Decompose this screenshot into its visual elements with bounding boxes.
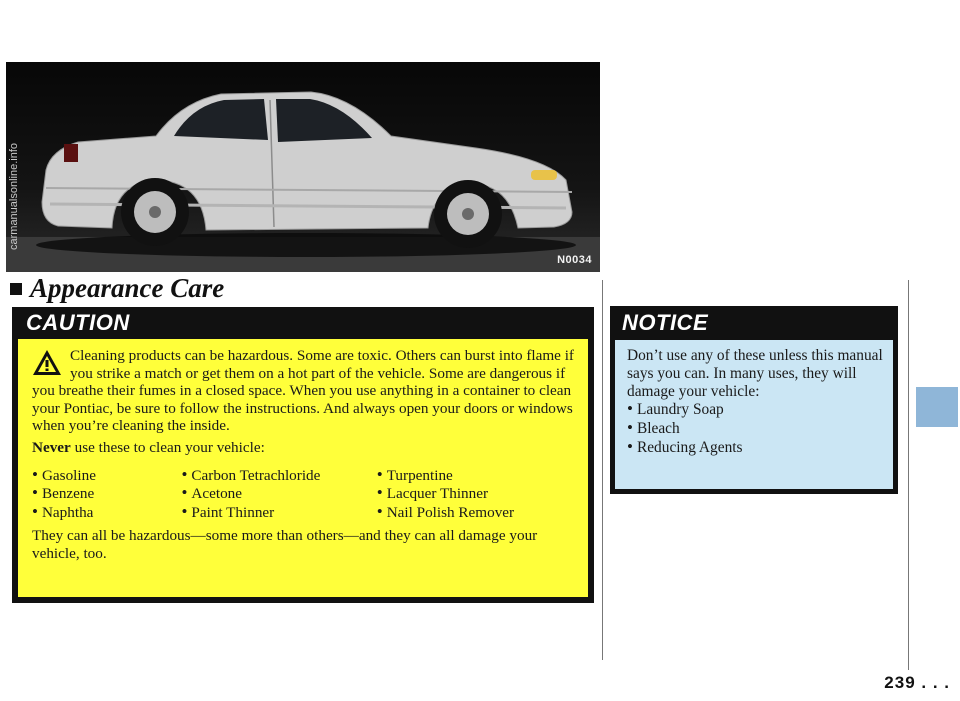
list-item: • Nail Polish Remover — [377, 503, 576, 522]
hazard-column-2 — [181, 466, 376, 522]
square-bullet-icon — [10, 283, 22, 295]
never-rest: use these to clean your vehicle: — [70, 438, 265, 456]
section-title — [10, 275, 224, 302]
caution-header: CAUTION — [26, 310, 130, 335]
watermark: carmanualsonline.info — [8, 142, 20, 250]
section-tab-marker — [916, 387, 958, 427]
list-item: • Reducing Agents — [627, 438, 883, 457]
notice-header: NOTICE — [622, 310, 709, 335]
list-item: • Lacquer Thinner — [377, 484, 576, 503]
list-item: • Laundry Soap — [627, 400, 883, 419]
list-item: • Acetone — [181, 484, 376, 503]
right-margin-rule — [908, 280, 909, 670]
page-number: 239 . . . — [884, 673, 950, 692]
never-word: Never — [32, 438, 71, 456]
list-item: • Carbon Tetrachloride — [181, 466, 376, 485]
notice-body — [615, 340, 893, 489]
caution-box — [12, 307, 594, 603]
list-item: • Paint Thinner — [181, 503, 376, 522]
car-photo — [6, 62, 600, 272]
hazard-column-3 — [377, 466, 576, 522]
car-illustration — [6, 62, 600, 272]
notice-box — [610, 306, 898, 494]
hazard-column-1 — [32, 466, 181, 522]
column-divider — [602, 280, 603, 660]
notice-paragraph: Don’t use any of these unless this manual says you can. In many uses, they will damage your vehicle: — [627, 347, 883, 400]
list-item: • Turpentine — [377, 466, 576, 485]
list-item: • Naphtha — [32, 503, 181, 522]
never-line — [32, 439, 576, 457]
notice-list — [627, 400, 883, 456]
photo-code: N0034 — [557, 254, 592, 266]
caution-paragraph: Cleaning products can be hazardous. Some are toxic. Others can burst into flame if you strike a match or get them on a hot part of the vehicle. Some are dangerous if you breathe their fumes in a closed space. When you use anything in a container to clean your Pontiac, be sure to follow the instructions. And always open your doors or windows when you’re cleaning the inside. — [32, 347, 574, 435]
hazard-list — [32, 466, 576, 522]
warning-triangle-icon — [32, 349, 62, 376]
list-item: • Gasoline — [32, 466, 181, 485]
caution-body — [18, 339, 588, 597]
caution-closing: They can all be hazardous—some more than others—and they can all damage your vehicle, too. — [32, 527, 538, 562]
section-title-text: Appearance Care — [30, 273, 225, 303]
list-item: • Benzene — [32, 484, 181, 503]
list-item: • Bleach — [627, 419, 883, 438]
